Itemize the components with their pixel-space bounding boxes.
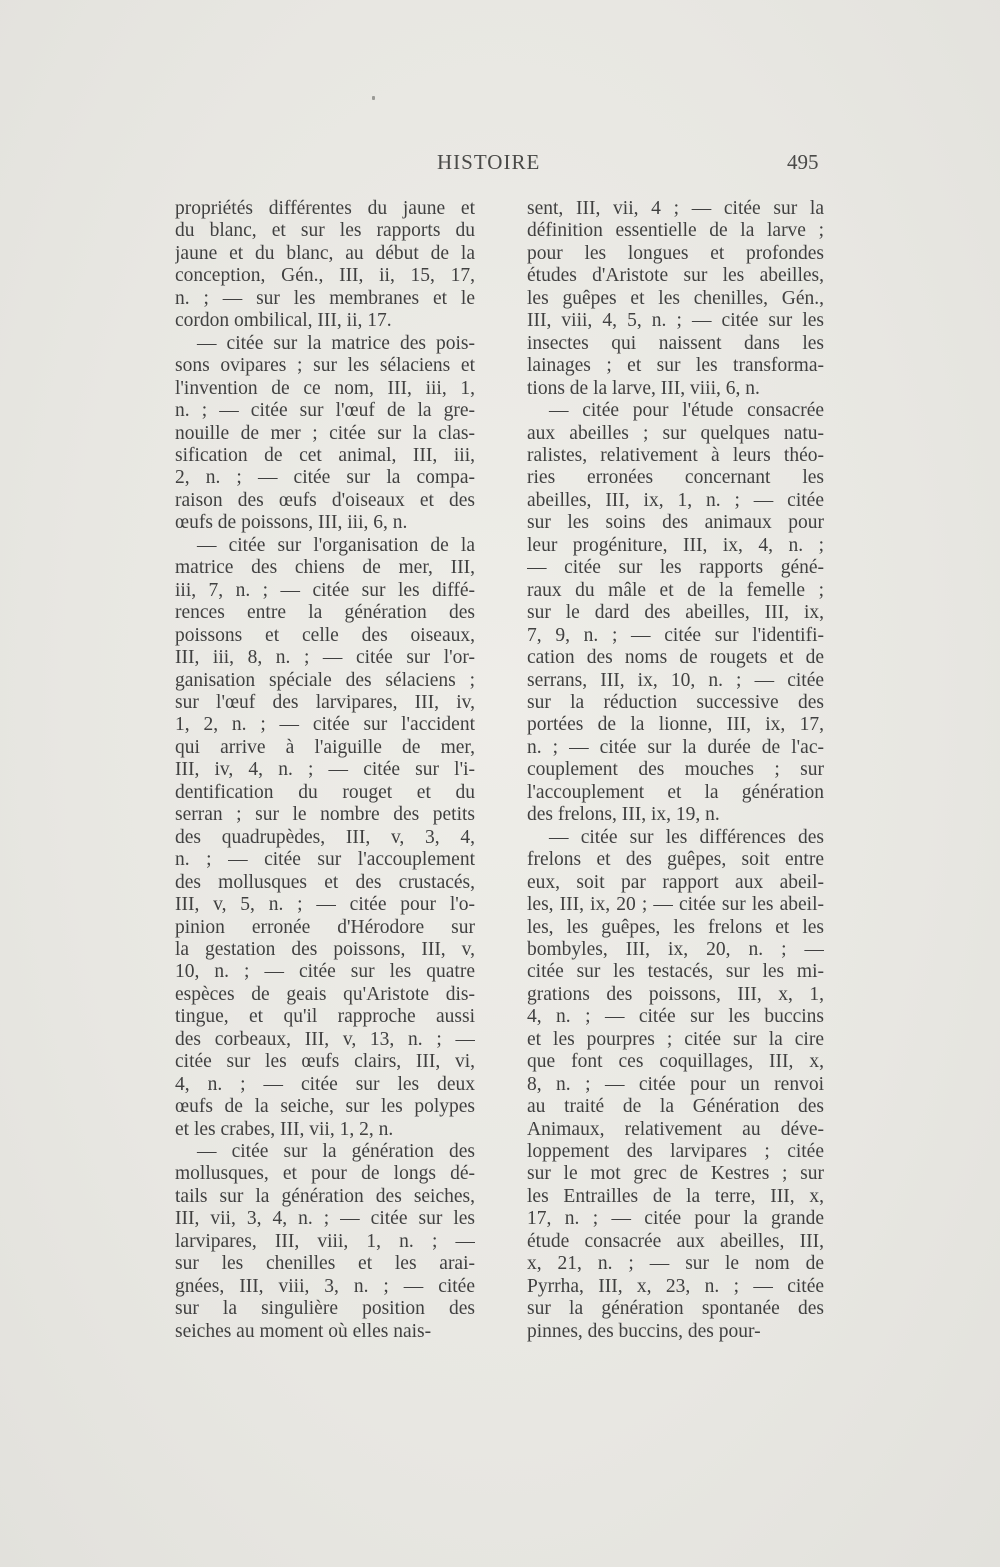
- text-line: espèces de geais qu'Aristote dis-: [175, 983, 475, 1005]
- running-head: [0, 150, 1000, 180]
- text-line: III, viii, 4, 5, n. ; — citée sur les: [527, 310, 824, 332]
- text-line: pinnes, des buccins, des pour-: [527, 1320, 761, 1342]
- text-line: raux du mâle et de la femelle ;: [527, 579, 824, 601]
- index-paragraph: [527, 827, 824, 1343]
- index-paragraph: [175, 535, 475, 1141]
- text-line: propriétés différentes du jaune et: [175, 198, 475, 219]
- text-line: du blanc, et sur les rapports du: [175, 220, 475, 242]
- text-line: conception, Gén., III, ii, 15, 17,: [175, 265, 475, 287]
- text-line: jaune et du blanc, au début de la: [175, 242, 475, 264]
- text-line: que font ces coquillages, III, x,: [527, 1051, 824, 1073]
- text-line: portées de la lionne, III, ix, 17,: [527, 714, 824, 736]
- text-line: et les crabes, III, vii, 1, 2, n.: [175, 1118, 394, 1140]
- text-line: matrice des chiens de mer, III,: [175, 557, 475, 579]
- text-line: sur la réduction successive des: [527, 691, 824, 713]
- text-line: — citée pour l'étude consacrée: [549, 400, 824, 422]
- text-line: œufs de la seiche, sur les polypes: [175, 1096, 475, 1118]
- text-line: lainages ; et sur les transforma-: [527, 355, 824, 377]
- text-line: III, iv, 4, n. ; — citée sur l'i-: [175, 759, 475, 781]
- text-line: 4, n. ; — citée sur les buccins: [527, 1006, 824, 1028]
- text-line: couplement des mouches ; sur: [527, 759, 824, 781]
- text-line: des corbeaux, III, v, 13, n. ; —: [175, 1028, 475, 1050]
- text-line: qui arrive à l'aiguille de mer,: [175, 736, 475, 758]
- text-line: cation des noms de rougets et de: [527, 647, 824, 669]
- text-line: et les pourpres ; citée sur la cire: [527, 1028, 824, 1050]
- text-line: sur l'œuf des larvipares, III, iv,: [175, 691, 475, 713]
- text-line: des quadrupèdes, III, v, 3, 4,: [175, 826, 475, 848]
- text-line: sur le mot grec de Kestres ; sur: [527, 1163, 824, 1185]
- text-line: raison des œufs d'oiseaux et des: [175, 489, 475, 511]
- text-line: Pyrrha, III, x, 23, n. ; — citée: [527, 1275, 824, 1297]
- text-line: sur la singulière position des: [175, 1298, 475, 1320]
- text-line: ries erronées concernant les: [527, 467, 824, 489]
- text-line: les guêpes et les chenilles, Gén.,: [527, 287, 824, 309]
- text-line: tingue, et qu'il rapproche aussi: [175, 1006, 475, 1028]
- text-line: — citée sur les différences des: [549, 826, 824, 848]
- text-line: sur la génération spontanée des: [527, 1298, 824, 1320]
- text-line: sification de cet animal, III, iii,: [175, 444, 475, 466]
- text-line: iii, 7, n. ; — citée sur les diffé-: [175, 579, 475, 601]
- text-line: tions de la larve, III, viii, 6, n.: [527, 377, 760, 399]
- text-line: n. ; — citée sur la durée de l'ac-: [527, 736, 824, 758]
- text-line: 10, n. ; — citée sur les quatre: [175, 961, 475, 983]
- text-line: dentification du rouget et du: [175, 781, 475, 803]
- text-line: frelons et des guêpes, soit entre: [527, 849, 824, 871]
- text-line: pinion erronée d'Hérodore sur: [175, 916, 475, 938]
- text-line: 4, n. ; — citée sur les deux: [175, 1073, 475, 1095]
- text-line: 2, n. ; — citée sur la compa-: [175, 467, 475, 489]
- text-line: des mollusques et des crustacés,: [175, 871, 475, 893]
- text-line: — citée sur la matrice des pois-: [197, 332, 475, 354]
- ink-speck: [372, 96, 375, 100]
- index-paragraph: [527, 198, 824, 400]
- text-line: sent, III, vii, 4 ; — citée sur la: [527, 198, 824, 219]
- right-text-column: [527, 198, 824, 1343]
- text-line: ganisation spéciale des sélaciens ;: [175, 669, 475, 691]
- text-line: serrans, III, ix, 10, n. ; — citée: [527, 669, 824, 691]
- text-line: pour les longues et profondes: [527, 242, 824, 264]
- text-line: tails sur la génération des seiches,: [175, 1185, 475, 1207]
- index-paragraph: [175, 333, 475, 535]
- text-line: n. ; — citée sur l'accouplement: [175, 849, 475, 871]
- text-line: définition essentielle de la larve ;: [527, 220, 824, 242]
- text-line: III, iii, 8, n. ; — citée sur l'or-: [175, 647, 475, 669]
- left-text-column: [175, 198, 475, 1343]
- text-line: aux abeilles ; sur quelques natu-: [527, 422, 824, 444]
- text-line: mollusques, et pour de longs dé-: [175, 1163, 475, 1185]
- text-line: serran ; sur le nombre des petits: [175, 804, 475, 826]
- text-line: III, vii, 3, 4, n. ; — citée sur les: [175, 1208, 475, 1230]
- text-line: sons ovipares ; sur les sélaciens et: [175, 355, 475, 377]
- text-line: études d'Aristote sur les abeilles,: [527, 265, 824, 287]
- text-line: — citée sur l'organisation de la: [197, 534, 475, 556]
- text-line: leur progéniture, III, ix, 4, n. ;: [527, 534, 824, 556]
- text-line: 7, 9, n. ; — citée sur l'identifi-: [527, 624, 824, 646]
- text-line: abeilles, III, ix, 1, n. ; — citée: [527, 489, 824, 511]
- text-line: la gestation des poissons, III, v,: [175, 938, 475, 960]
- text-line: n. ; — sur les membranes et le: [175, 287, 475, 309]
- index-paragraph: [527, 400, 824, 827]
- text-line: les, les guêpes, les frelons et les: [527, 916, 824, 938]
- text-line: au traité de la Génération des: [527, 1096, 824, 1118]
- text-line: cordon ombilical, III, ii, 17.: [175, 310, 392, 332]
- text-line: l'accouplement et la génération: [527, 781, 824, 803]
- text-line: n. ; — citée sur l'œuf de la gre-: [175, 400, 475, 422]
- text-line: insectes qui naissent dans les: [527, 332, 824, 354]
- text-line: citée sur les œufs clairs, III, vi,: [175, 1051, 475, 1073]
- text-line: rences entre la génération des: [175, 602, 475, 624]
- text-line: loppement des larvipares ; citée: [527, 1141, 824, 1163]
- text-line: eux, soit par rapport aux abeil-: [527, 871, 824, 893]
- text-line: Animaux, relativement au déve-: [527, 1118, 824, 1140]
- index-paragraph: [175, 198, 475, 333]
- text-line: des frelons, III, ix, 19, n.: [527, 804, 720, 826]
- text-line: — citée sur la génération des: [197, 1141, 475, 1163]
- text-line: les, III, ix, 20 ; — citée sur les abeil-: [527, 894, 824, 916]
- text-line: 8, n. ; — citée pour un renvoi: [527, 1073, 824, 1095]
- text-line: ralistes, relativement à leurs théo-: [527, 444, 824, 466]
- text-line: 17, n. ; — citée pour la grande: [527, 1208, 824, 1230]
- text-line: poissons et celle des oiseaux,: [175, 624, 475, 646]
- text-line: 1, 2, n. ; — citée sur l'accident: [175, 714, 475, 736]
- text-line: sur les soins des animaux pour: [527, 512, 824, 534]
- text-line: l'invention de ce nom, III, iii, 1,: [175, 377, 475, 399]
- page-number: 495: [787, 150, 819, 174]
- text-line: x, 21, n. ; — sur le nom de: [527, 1253, 824, 1275]
- text-line: III, v, 5, n. ; — citée pour l'o-: [175, 894, 475, 916]
- running-title: HISTOIRE: [437, 150, 541, 174]
- text-line: — citée sur les rapports géné-: [527, 557, 824, 579]
- text-line: sur le dard des abeilles, III, ix,: [527, 602, 824, 624]
- text-line: gnées, III, viii, 3, n. ; — citée: [175, 1275, 475, 1297]
- text-line: seiches au moment où elles nais-: [175, 1320, 432, 1342]
- text-line: nouille de mer ; citée sur la clas-: [175, 422, 475, 444]
- text-line: sur les chenilles et les arai-: [175, 1253, 475, 1275]
- index-paragraph: [175, 1141, 475, 1343]
- text-line: bombyles, III, ix, 20, n. ; —: [527, 938, 824, 960]
- text-line: les Entrailles de la terre, III, x,: [527, 1185, 824, 1207]
- text-line: œufs de poissons, III, iii, 6, n.: [175, 512, 408, 534]
- text-line: larvipares, III, viii, 1, n. ; —: [175, 1230, 475, 1252]
- text-line: grations des poissons, III, x, 1,: [527, 983, 824, 1005]
- text-line: citée sur les testacés, sur les mi-: [527, 961, 824, 983]
- text-line: étude consacrée aux abeilles, III,: [527, 1230, 824, 1252]
